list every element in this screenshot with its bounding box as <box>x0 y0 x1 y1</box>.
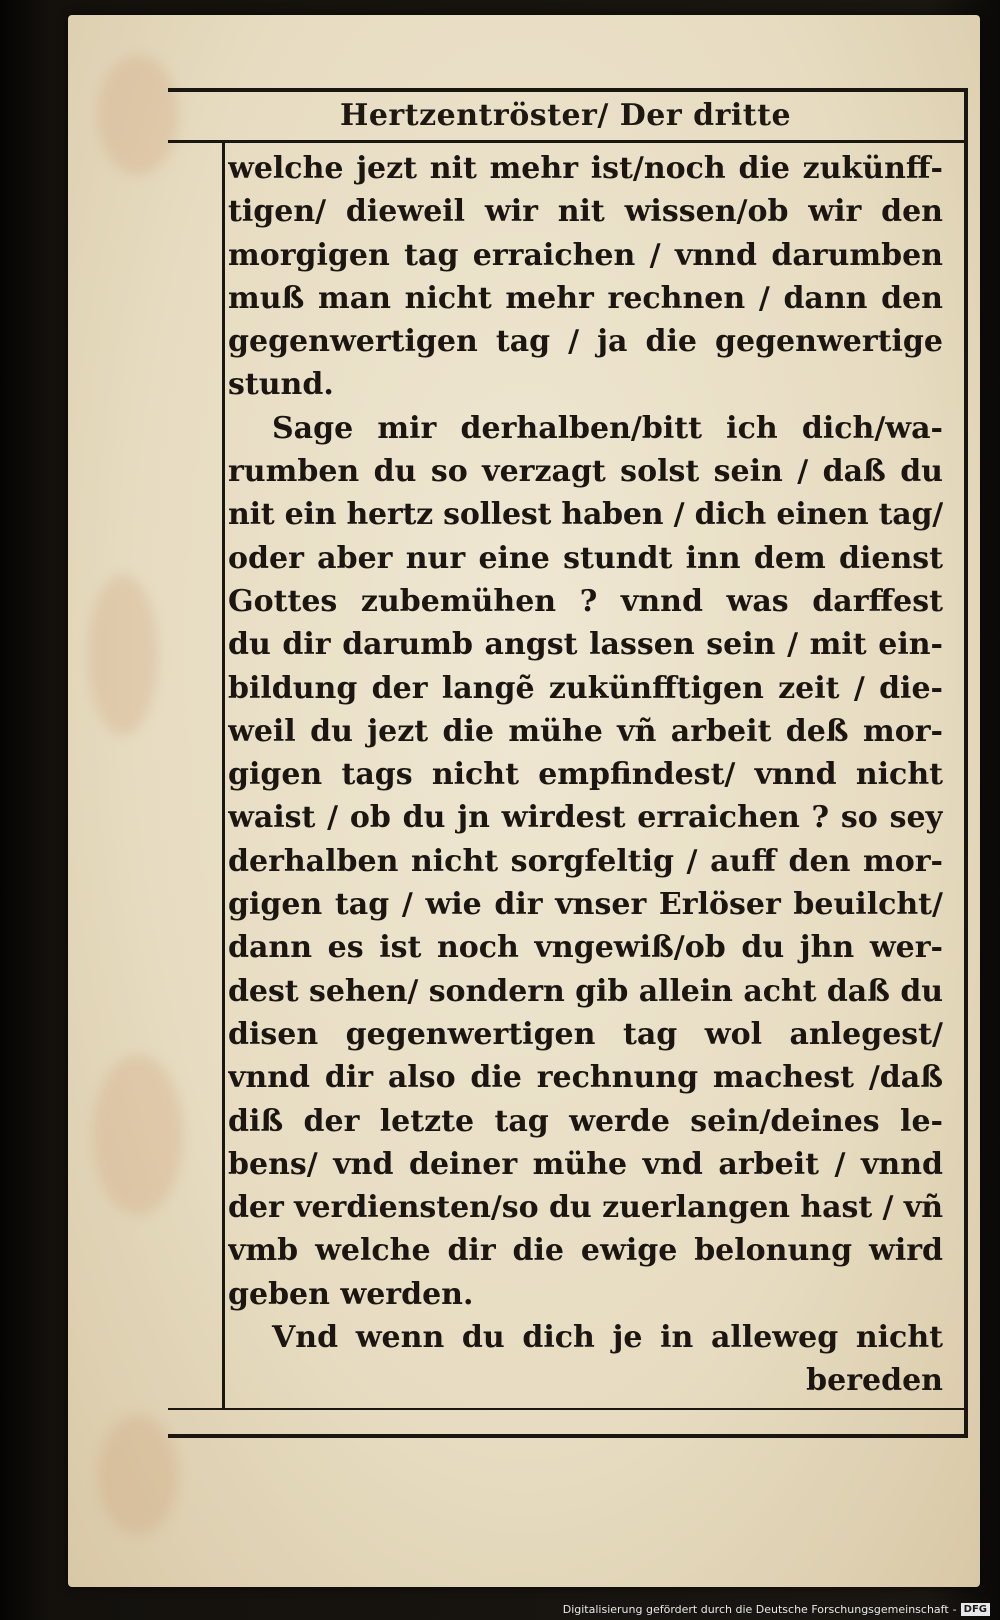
text-line: disen gegenwertigen tag wol anlegest/ <box>228 1016 943 1052</box>
text-line: rumben du so verzagt solst sein / daß du <box>228 454 943 490</box>
text-line: oder aber nur eine stundt inn dem dienst <box>228 540 943 576</box>
text-line: tigen/ dieweil wir nit wissen/ob wir den <box>228 194 943 230</box>
text-line: bens/ vnd deiner mühe vnd arbeit / vnnd <box>228 1146 943 1182</box>
text-line: gigen tags nicht empfindest/ vnnd nicht <box>228 757 943 793</box>
running-head: Hertzentröster/ Der dritte <box>340 98 792 133</box>
text-line: dest sehen/ sondern gib allein acht daß du <box>228 973 943 1009</box>
credit-text: Digitalisierung gefördert durch die Deutsche Forschungsgemeinschaft <box>562 1603 949 1616</box>
text-line: bereden <box>806 1363 943 1399</box>
text-line: nit ein hertz sollest haben / dich einen tag/ <box>228 497 943 533</box>
text-line: Vnd wenn du dich je in alleweg nicht <box>272 1320 943 1356</box>
text-line: gigen tag / wie dir vnser Erlöser beuilcht/ <box>228 887 943 923</box>
text-line: vnnd dir also die rechnung machest /daß <box>228 1060 943 1096</box>
header-rule <box>168 140 968 143</box>
text-line: muß man nicht mehr rechnen / dann den <box>228 280 943 316</box>
text-line: bildung der langẽ zukünfftigen zeit / die- <box>228 670 943 706</box>
frame-right-rule <box>964 88 968 1438</box>
text-line: dann es ist noch vngewiß/ob du jhn wer- <box>228 930 943 966</box>
text-line: welche jezt nit mehr ist/noch die zukünff- <box>228 151 943 186</box>
text-line: gegenwertigen tag / ja die gegenwertige <box>228 324 943 360</box>
text-line: stund. <box>228 367 334 403</box>
paper-stain <box>98 55 178 175</box>
text-line: morgigen tag erraichen / vnnd darumben <box>228 237 943 273</box>
frame-top-rule <box>168 88 968 92</box>
text-line: diß der letzte tag werde sein/deines le- <box>228 1103 943 1139</box>
text-line: weil du jezt die mühe vñ arbeit deß mor- <box>228 713 943 749</box>
frame-bottom-rule <box>168 1434 968 1438</box>
dfg-logo: DFG <box>961 1603 990 1616</box>
frame-bottom-inner-rule <box>168 1408 968 1410</box>
text-line: geben werden. <box>228 1276 474 1312</box>
text-line: vmb welche dir die ewige belonung wird <box>228 1233 943 1269</box>
frame-left-rule <box>222 140 225 1408</box>
text-line: derhalben nicht sorgfeltig / auff den mor- <box>228 843 943 879</box>
text-line: du dir darumb angst lassen sein / mit ein- <box>228 627 943 663</box>
digitization-credit: Digitalisierung gefördert durch die Deutsche Forschungsgemeinschaft - DFG <box>563 1603 990 1616</box>
paper-stain <box>98 1415 178 1535</box>
text-line: waist / ob du jn wirdest erraichen ? so sey <box>228 800 943 836</box>
body-text <box>228 147 943 1403</box>
text-line: Sage mir derhalben/bitt ich dich/wa- <box>272 410 943 446</box>
text-line: der verdiensten/so du zuerlangen hast / vñ <box>228 1190 943 1226</box>
text-line: Gottes zubemühen ? vnnd was darffest <box>228 583 943 619</box>
paper-stain <box>88 575 158 735</box>
